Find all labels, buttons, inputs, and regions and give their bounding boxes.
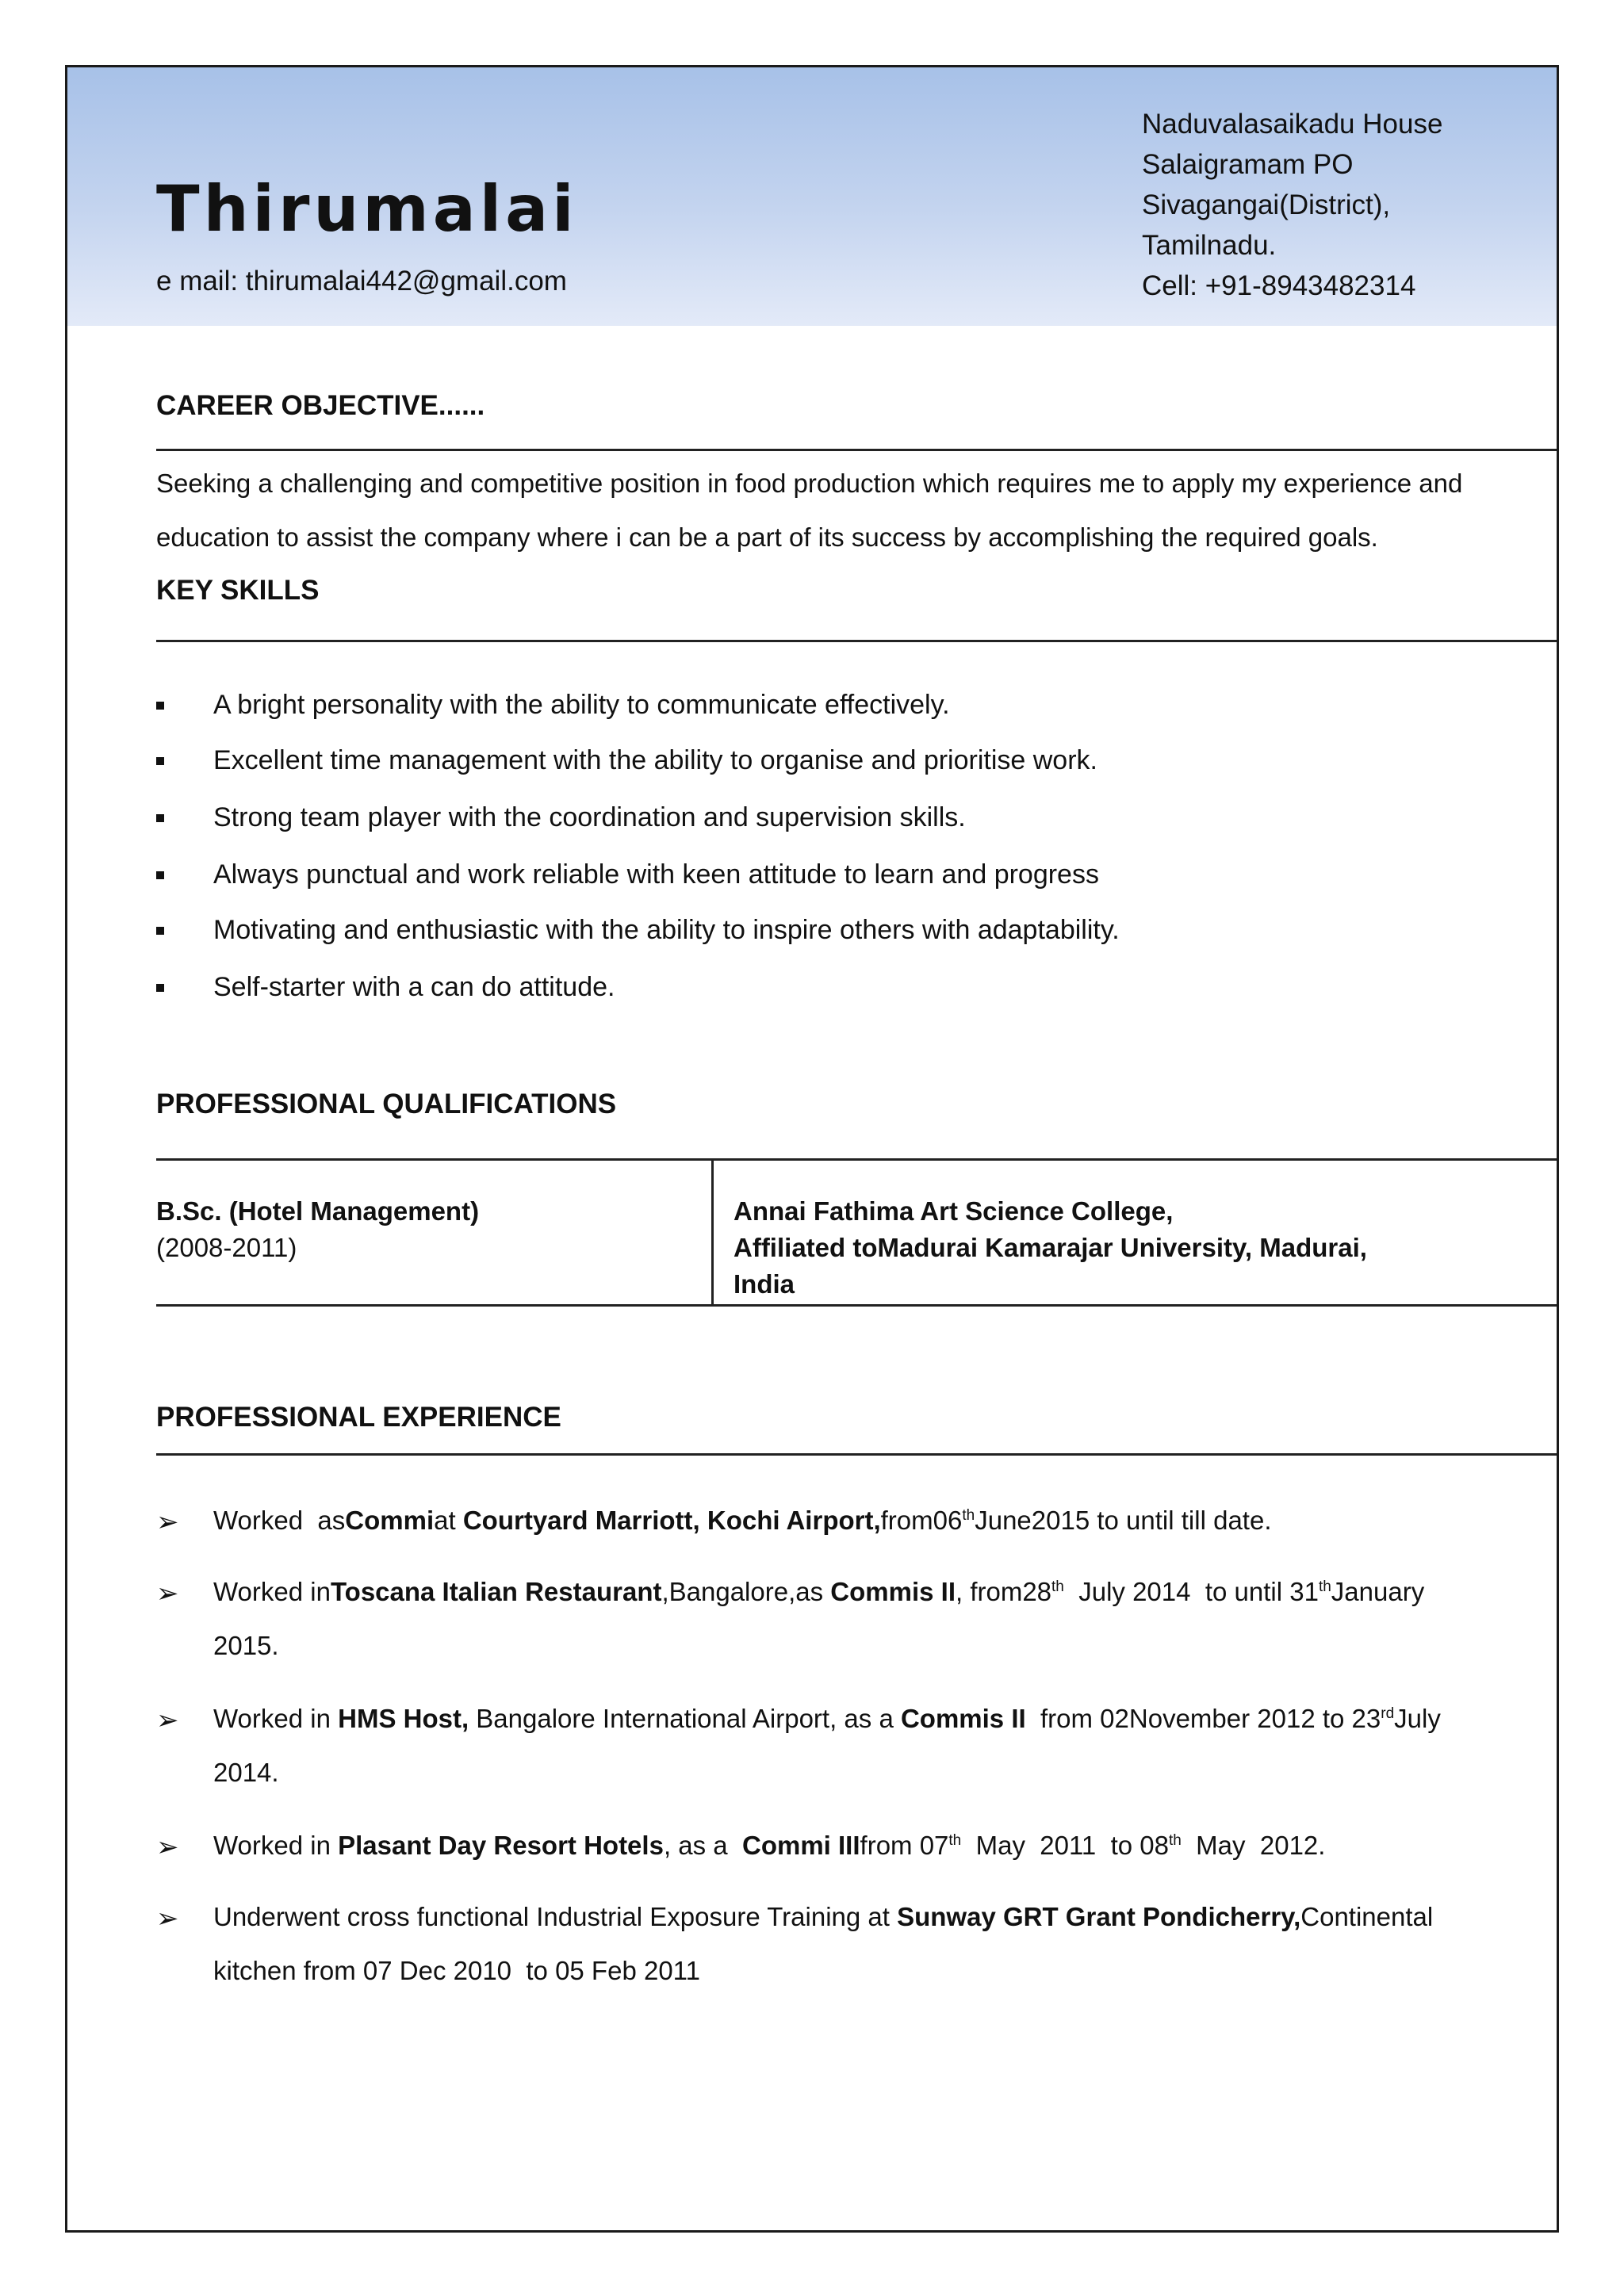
address-line: Salaigramam PO (1142, 149, 1354, 180)
resume-page: Thirumalai e mail: thirumalai442@gmail.com Naduvalasaikadu House Salaigramam PO Sivagangai(District), Tamilnadu. Cell: +91-8943482314 CAREER OBJECTIVE...... Seeking a challenging and competitive position in food production which requires me to apply my experience and education to assist the company where i can be a part of its success by accomplishing the required goals. KEY SKILLS A bright personality with the ability to communicate effectively. Excellent time management with the ability to organise and prioritise work. Strong team player with the coordination and supervision skills. Always punctual and work reliable with keen attitude to learn and progress Motivating and enthusiastic with the ability to inspire others with adaptability. Self-starter with a can do attitude. PROFESSIONAL QUALIFICATIONS B.Sc. (Hotel Management) (2008-2011) Annai Fathima Art Science College, Affiliated toMadurai Kamarajar University, Madurai, India PROFESSIONAL EXPERIENCE ➢ Worked asCommiat Courtyard Marriott, Kochi Airport,from06thJune2015 to until till date. ➢ Worked inToscana Italian Restaurant,Bangalore,as Commis II, from28th July 2014 to until 31thJanuary 2015. ➢ Worked in HMS Host, Bangalore International Airport, as a Commis II from 02November 2012 to 23rdJuly 2014. ➢ Worked in Plasant Day Resort Hotels, as a Commi IIIfrom 07th May 2011 to 08th May 2012. ➢ Underwent cross functional Industrial Exposure Training at Sunway GRT Grant Pondicherry,Continental kitchen from 07 Dec 2010 to 05 Feb 2011 (65, 65, 1559, 2233)
text-segment: ,Bangalore,as (661, 1577, 831, 1606)
key-skills-heading: KEY SKILLS (156, 575, 320, 606)
experience-line (213, 1944, 1559, 1998)
text-segment: from06 (880, 1506, 963, 1535)
text-segment: Worked in (213, 1704, 339, 1733)
text-segment: Worked in (213, 1831, 339, 1860)
text-segment: July 2014 to until 31 (1063, 1577, 1319, 1606)
text-segment: July (1394, 1704, 1441, 1733)
experience-text (213, 1692, 1559, 1800)
bold-text: HMS Host, (338, 1704, 469, 1733)
experience-text (213, 1819, 1559, 1873)
degree-name: B.Sc. (Hotel Management) (156, 1196, 480, 1226)
section-divider (156, 1453, 1559, 1456)
text-segment: from 07 (860, 1831, 949, 1860)
section-divider (156, 640, 1559, 642)
bullet-square-icon (156, 871, 164, 879)
table-column-divider (711, 1158, 714, 1306)
text-segment: May 2011 to 08 (961, 1831, 1169, 1860)
text-segment: , from28 (955, 1577, 1052, 1606)
email-line: e mail: thirumalai442@gmail.com (156, 266, 567, 297)
experience-text (213, 1890, 1559, 1998)
text-segment: 2015. (213, 1631, 279, 1660)
bold-text: Courtyard Marriott, Kochi Airport, (462, 1506, 881, 1535)
text-segment: Underwent cross functional Industrial Exposure Training at (213, 1902, 898, 1931)
text-segment: kitchen from 07 Dec 2010 to 05 Feb 2011 (213, 1956, 700, 1985)
text-segment: 2014. (213, 1758, 279, 1787)
experience-line (213, 1565, 1559, 1619)
bold-text: Commi III (742, 1831, 860, 1860)
experience-line (213, 1890, 1559, 1944)
ordinal-suffix: th (1318, 1578, 1331, 1595)
bold-text: Commis II (830, 1577, 956, 1606)
table-bottom-rule (156, 1304, 1559, 1307)
degree-years: (2008-2011) (156, 1233, 297, 1262)
experience-line (213, 1692, 1559, 1746)
qualifications-heading: PROFESSIONAL QUALIFICATIONS (156, 1089, 617, 1119)
header-banner (67, 67, 1557, 326)
experience-text (213, 1565, 1559, 1673)
text-segment: May 2012. (1181, 1831, 1326, 1860)
text-segment: Bangalore International Airport, as a (469, 1704, 901, 1733)
experience-text (213, 1494, 1559, 1548)
arrow-bullet-icon: ➢ (156, 1705, 179, 1735)
experience-heading: PROFESSIONAL EXPERIENCE (156, 1402, 561, 1433)
bullet-square-icon (156, 984, 164, 992)
candidate-name: Thirumalai (156, 172, 578, 246)
experience-line (213, 1619, 1559, 1673)
bold-text: Sunway GRT Grant Pondicherry, (897, 1902, 1301, 1931)
arrow-bullet-icon: ➢ (156, 1578, 179, 1609)
cell-line: Cell: +91-8943482314 (1142, 270, 1416, 301)
experience-line (213, 1494, 1559, 1548)
bullet-square-icon (156, 814, 164, 822)
text-segment: June2015 to until till date. (975, 1506, 1272, 1535)
text-segment: January (1331, 1577, 1425, 1606)
address-block (1142, 104, 1442, 306)
bold-text: Commi (345, 1506, 435, 1535)
address-line: Sivagangai(District), (1142, 189, 1391, 220)
ordinal-suffix: th (962, 1507, 975, 1524)
bold-text: Plasant Day Resort Hotels (338, 1831, 664, 1860)
bold-text: Toscana Italian Restaurant (330, 1577, 662, 1606)
section-divider (156, 449, 1559, 451)
institution-cell (733, 1193, 1367, 1303)
experience-line (213, 1746, 1559, 1800)
ordinal-suffix: th (1168, 1832, 1182, 1849)
country: India (733, 1269, 795, 1299)
bullet-square-icon (156, 702, 164, 710)
arrow-bullet-icon: ➢ (156, 1832, 179, 1862)
bullet-square-icon (156, 927, 164, 935)
career-objective-heading: CAREER OBJECTIVE...... (156, 390, 485, 421)
affiliation: Affiliated toMadurai Kamarajar University, Madurai, (733, 1233, 1367, 1262)
career-objective-text: Seeking a challenging and competitive position in food production which requires me to apply my experience and education to assist the company where i can be a part of its success by accomplishing the required goals. (156, 469, 1463, 552)
ordinal-suffix: rd (1381, 1705, 1395, 1722)
degree-cell (156, 1193, 479, 1266)
experience-line (213, 1819, 1559, 1873)
ordinal-suffix: th (1051, 1578, 1064, 1595)
bullet-square-icon (156, 757, 164, 765)
text-segment: , as a (663, 1831, 742, 1860)
text-segment: at (434, 1506, 463, 1535)
bold-text: Commis II (900, 1704, 1026, 1733)
arrow-bullet-icon: ➢ (156, 1507, 179, 1537)
address-line: Tamilnadu. (1142, 230, 1277, 261)
text-segment: Worked in (213, 1577, 331, 1606)
table-top-rule (156, 1158, 1559, 1161)
text-segment: from 02November 2012 to 23 (1025, 1704, 1381, 1733)
arrow-bullet-icon: ➢ (156, 1904, 179, 1934)
ordinal-suffix: th (948, 1832, 962, 1849)
college-name: Annai Fathima Art Science College, (733, 1196, 1174, 1226)
address-line: Naduvalasaikadu House (1142, 109, 1443, 140)
text-segment: Worked as (213, 1506, 346, 1535)
text-segment: Continental (1300, 1902, 1434, 1931)
